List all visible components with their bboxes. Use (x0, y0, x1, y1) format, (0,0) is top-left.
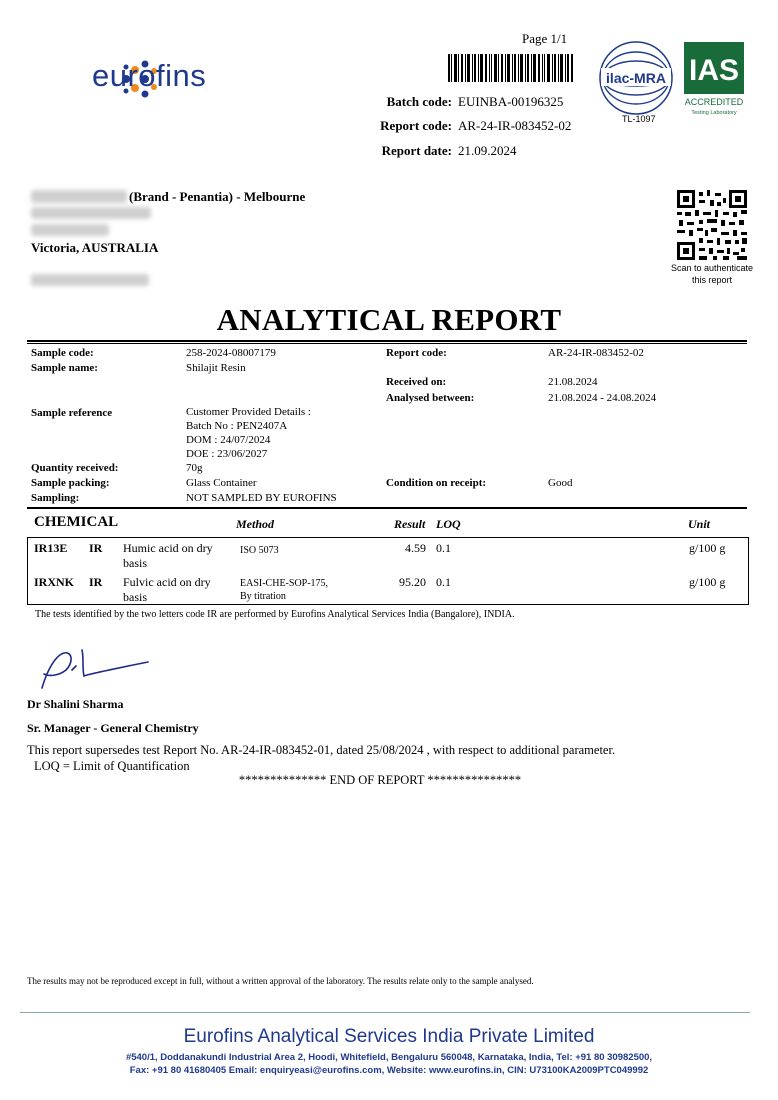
row-result: 4.59 (405, 541, 426, 555)
condition-value: Good (548, 477, 573, 489)
ias-accredited-logo-icon (684, 42, 744, 116)
qr-code-icon (677, 190, 747, 260)
redacted-street (31, 207, 151, 219)
condition-label: Condition on receipt: (386, 477, 487, 489)
qr-caption-line-1: Scan to authenticate (670, 263, 754, 273)
row-method (240, 577, 328, 603)
row-unit: g/100 g (689, 575, 726, 589)
col-result: Result (394, 517, 426, 531)
row-lab: IR (89, 541, 103, 555)
report-code-label: Report code: (380, 118, 452, 133)
reference-line: Batch No : PEN2407A (186, 420, 288, 432)
redacted-suburb (31, 224, 109, 236)
reference-line: DOM : 24/07/2024 (186, 434, 271, 446)
ias-testing: Testing Laboratory (691, 110, 737, 116)
disclaimer: The results may not be reproduced except in full, without a written approval of the laboratory. The results relate only to the sample analysed. (27, 976, 534, 986)
redacted-phone (31, 274, 149, 286)
reference-line: DOE : 23/06/2027 (186, 448, 268, 460)
row-method: ISO 5073 (240, 545, 279, 556)
sampling-value: NOT SAMPLED BY EUROFINS (186, 492, 337, 504)
received-value: 21.08.2024 (548, 376, 598, 388)
end-of-report: ************** END OF REPORT *************** (238, 773, 522, 787)
received-label: Received on: (386, 376, 447, 388)
footer-address-2: Fax: +91 80 41680405 Email: enquiryeasi@eurofins.com, Website: www.eurofins.in, CIN: U73100KA2009PTC049992 (129, 1065, 649, 1076)
row-unit: g/100 g (689, 541, 726, 555)
loq-definition: LOQ = Limit of Quantification (34, 759, 190, 773)
quantity-label: Quantity received: (31, 462, 119, 474)
packing-value: Glass Container (186, 477, 257, 489)
row-lab: IR (89, 575, 103, 589)
parameter-line: basis (123, 590, 147, 604)
row-code: IRXNK (34, 575, 75, 589)
sample-name-value: Shilajit Resin (186, 362, 246, 374)
row-code: IR13E (34, 541, 68, 555)
report-date-label: Report date: (381, 143, 452, 158)
report-date-value: 21.09.2024 (458, 143, 517, 158)
batch-code-value: EUINBA-00196325 (458, 94, 564, 109)
signatory-name: Dr Shalini Sharma (27, 697, 124, 711)
qr-caption-line-2: this report (691, 275, 733, 285)
sample-name-label: Sample name: (31, 362, 98, 374)
parameter-line: Fulvic acid on dry (123, 575, 211, 589)
ias-accredited: ACCREDITED (684, 97, 744, 107)
row-result: 95.20 (399, 575, 426, 589)
title-rule-thin (27, 343, 747, 344)
row-loq: 0.1 (436, 575, 451, 589)
address-line-1: (Brand - Penantia) - Melbourne (129, 189, 306, 204)
parameter-line: basis (123, 556, 147, 570)
ilac-label: ilac-MRA (606, 70, 666, 86)
batch-code-label: Batch code: (386, 94, 452, 109)
signatory-role: Sr. Manager - General Chemistry (27, 721, 199, 735)
sample-reference-value (186, 405, 311, 461)
row-loq: 0.1 (436, 541, 451, 555)
method-line: EASI-CHE-SOP-175, (240, 578, 329, 589)
lab-note: The tests identified by the two letters code IR are performed by Eurofins Analytical Services India (Bangalore), INDIA. (35, 609, 515, 620)
section-rule (27, 507, 747, 509)
sampling-label: Sampling: (31, 492, 80, 504)
analysed-label: Analysed between: (386, 392, 475, 404)
footer-address-1: #540/1, Doddanakundi Industrial Area 2, Hoodi, Whitefield, Bengaluru 560048, Karnataka, India, Tel: +91 80 30982500, (125, 1052, 653, 1063)
col-unit: Unit (688, 517, 711, 531)
redacted-name (31, 190, 127, 203)
ias-label: IAS (688, 54, 740, 87)
quantity-value: 70g (186, 462, 203, 474)
analysed-value: 21.08.2024 - 24.08.2024 (548, 392, 657, 404)
address-country: Victoria, AUSTRALIA (31, 240, 159, 255)
brand-name: eurofins (92, 58, 207, 93)
row-parameter (123, 541, 213, 571)
page-number: Page 1/1 (522, 31, 568, 46)
packing-label: Sample packing: (31, 477, 110, 489)
row-parameter (123, 575, 211, 605)
sample-code-label: Sample code: (31, 347, 94, 359)
col-loq: LOQ (436, 517, 461, 531)
title-rule (27, 340, 747, 342)
sample-report-code-label: Report code: (386, 347, 447, 359)
signature-icon (32, 644, 154, 694)
section-title: CHEMICAL (34, 514, 119, 530)
footer-rule (20, 1012, 750, 1013)
reference-line: Customer Provided Details : (186, 406, 311, 418)
report-title: ANALYTICAL REPORT (216, 302, 562, 337)
supersedes-note: This report supersedes test Report No. AR-24-IR-083452-01, dated 25/08/2024 , with respect to additional parameter. (27, 743, 616, 757)
ilac-mra-logo-icon (597, 40, 675, 116)
tl-number: TL-1097 (622, 114, 656, 124)
sample-report-code-value: AR-24-IR-083452-02 (548, 347, 644, 359)
col-method: Method (236, 517, 275, 531)
report-code-value: AR-24-IR-083452-02 (458, 118, 572, 133)
footer-company: Eurofins Analytical Services India Private Limited (183, 1026, 595, 1047)
sample-reference-label: Sample reference (31, 407, 113, 419)
method-line: By titration (240, 591, 286, 602)
parameter-line: Humic acid on dry (123, 541, 213, 555)
sample-code-value: 258-2024-08007179 (186, 347, 276, 359)
qr-caption (660, 262, 764, 286)
barcode-icon (448, 54, 573, 82)
